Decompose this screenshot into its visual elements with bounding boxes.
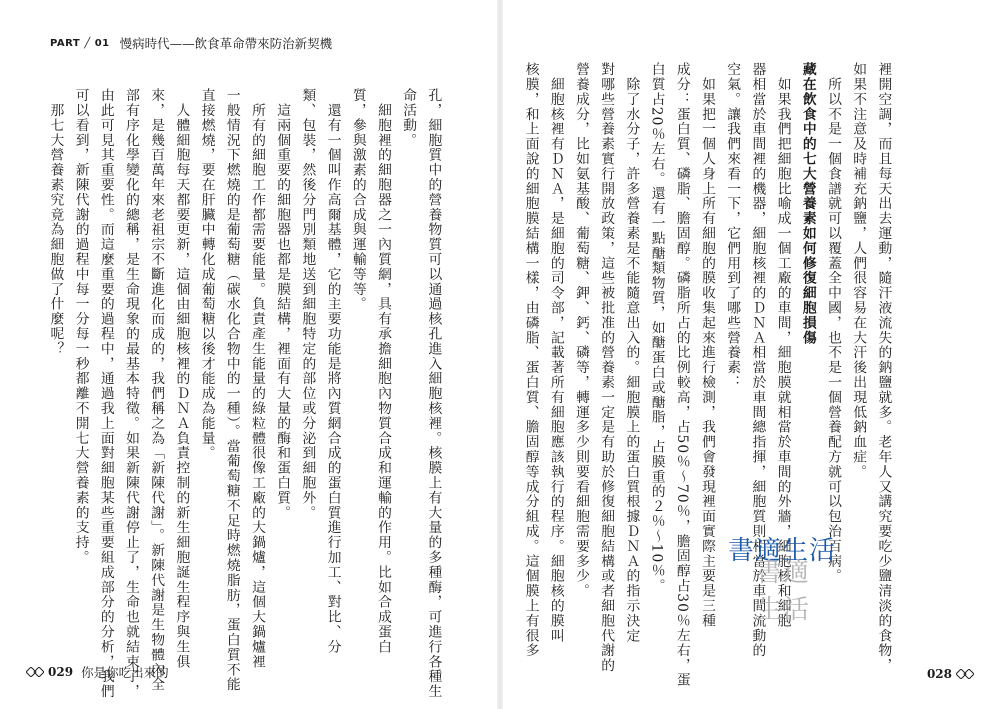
- text-column: 空氣。讓我們來看一下，它們用到了哪些營養素：: [724, 62, 741, 390]
- text-column: 核膜，和上面說的細胞膜結構一樣，由磷脂、蛋白質、膽固醇等成分組成。這個膜上有很多: [522, 62, 539, 658]
- text-column: 所以不是一個食譜就可以覆蓋全中國，也不是一個營養配方就可以包治百病。: [825, 62, 841, 584]
- text-column: 來，是幾百萬年來老祖宗不斷進化而成的，我們稱之為「新陳代謝」。新陳代謝是生物體內全: [148, 88, 165, 692]
- text-column: 成分：蛋白質、磷脂、膽固醇。磷脂所占的比例較高，占50％～70％，膽固醇占30％左右，蛋: [673, 62, 690, 688]
- watermark-secondary: 書適生活: [756, 558, 811, 625]
- text-column: 如果我們把細胞比喻成一個工廠的車間，細胞膜就相當於車間的外牆，細胞核和細胞: [774, 62, 791, 629]
- text-column: 如果把一個人身上所有細胞的膜收集起來進行檢測，我們會發現裡面實際主要是三種: [699, 62, 715, 629]
- part-label: PART ╱ 01: [50, 37, 110, 49]
- text-column: 命活動。: [400, 88, 417, 148]
- diamond-ornament-icon: [956, 669, 974, 679]
- book-title: 你是你吃出來的: [81, 665, 169, 680]
- text-column: 一般情況下燃燒的是葡萄糖（碳水化合物中的一種）。當葡萄糖不足時燃燒脂肪，蛋白質不能: [223, 88, 240, 692]
- right-footer: [927, 667, 978, 681]
- watermark-primary: 書適生活: [728, 536, 837, 566]
- text-column: 器相當於車間裡的機器，細胞核裡的ＤＮＡ相當於車間總指揮，細胞質則相當於車間流動的: [749, 62, 766, 658]
- text-column: 孔，細胞質中的營養物質可以通過核孔進入細胞核裡。核膜上有大量的多種酶，可進行各種生: [425, 88, 442, 699]
- text-column: 還有一個叫作高爾基體，它的主要功能是將內質網合成的蛋白質進行加工、對比、分: [324, 88, 341, 655]
- text-column: 細胞裡的細胞器之一內質網，具有承擔細胞內物質合成和運輸的作用。比如合成蛋白: [375, 88, 391, 655]
- text-column: 所有的細胞工作都需要能量。負責產生能量的綠粒體很像工廠的大鍋爐，這個大鍋爐裡: [249, 88, 265, 670]
- text-column: 如果不注意及時補充鈉鹽，人們很容易在大汗後出現低鈉血症。: [850, 62, 867, 480]
- text-column: 白質占20％左右。還有一點醣類物質，如醣蛋白或醣脂，占膜重的２％～10％。: [648, 62, 665, 594]
- left-page-number: 029: [48, 665, 74, 679]
- text-column: 可以看到，新陳代謝的過程中每一分每一秒都離不開七大營養素的支持。: [72, 88, 89, 565]
- text-column: 對哪些營養素實行開放政策，這些被批准的營養素一定是有助於修復細胞結構或者細胞代謝的: [598, 62, 615, 673]
- text-column: 細胞核裡有ＤＮＡ，是細胞的司令部，記載著所有細胞應該執行的程序。細胞核的膜叫: [547, 62, 564, 644]
- text-column: 質，參與激素的合成與運輸等等。: [349, 88, 366, 312]
- running-header: [50, 34, 332, 52]
- right-page-number: 028: [926, 667, 952, 681]
- text-column: 由此可見其重要性。而這麼重要的過程中，通過我上面對細胞某些重要組成部分的分析，我們: [97, 88, 114, 699]
- text-column: 營養成分，比如氨基酸、葡萄糖、鉀、鈣、磷等，轉運多少則要看細胞需要多少。: [573, 62, 589, 599]
- text-column: 這兩個重要的細胞器也都是膜結構，裡面有大量的酶和蛋白質。: [274, 88, 291, 521]
- text-column: 類、包裝，然後分門別類地送到細胞特定的部位或分泌到細胞外。: [299, 88, 316, 521]
- diamond-ornament-icon: [26, 667, 44, 677]
- text-column: 除了水分子，許多營養素是不能隨意出入的。細胞膜上的蛋白質根據ＤＮＡ的指示決定: [623, 62, 640, 644]
- right-page: [500, 0, 1000, 709]
- watermark: [728, 530, 837, 625]
- text-column: 部有序化學變化的總稱，是生命現象的最基本特徵。如果新陳代謝停止了，生命也就結束了，: [123, 88, 139, 699]
- chapter-title: 慢病時代——飲食革命帶來防治新契機: [119, 36, 333, 51]
- left-footer: [22, 663, 169, 681]
- text-column: 直接燃燒，要在肝臟中轉化成葡萄糖以後才能成為能量。: [198, 88, 215, 461]
- section-heading: 藏在飲食中的七大營養素如何修復細胞損傷: [799, 62, 816, 346]
- text-column: 人體細胞每天都要更新，這個由細胞核裡的ＤＮＡ負責控制的新生細胞誕生程序與生俱: [173, 88, 190, 670]
- text-column: 裡開空調，而且每天出去運動，隨汗液流失的鈉鹽就多。老年人又講究要吃少鹽清淡的食物，: [875, 62, 892, 673]
- text-column: 那七大營養素究竟為細胞做了什麼呢？: [47, 88, 64, 357]
